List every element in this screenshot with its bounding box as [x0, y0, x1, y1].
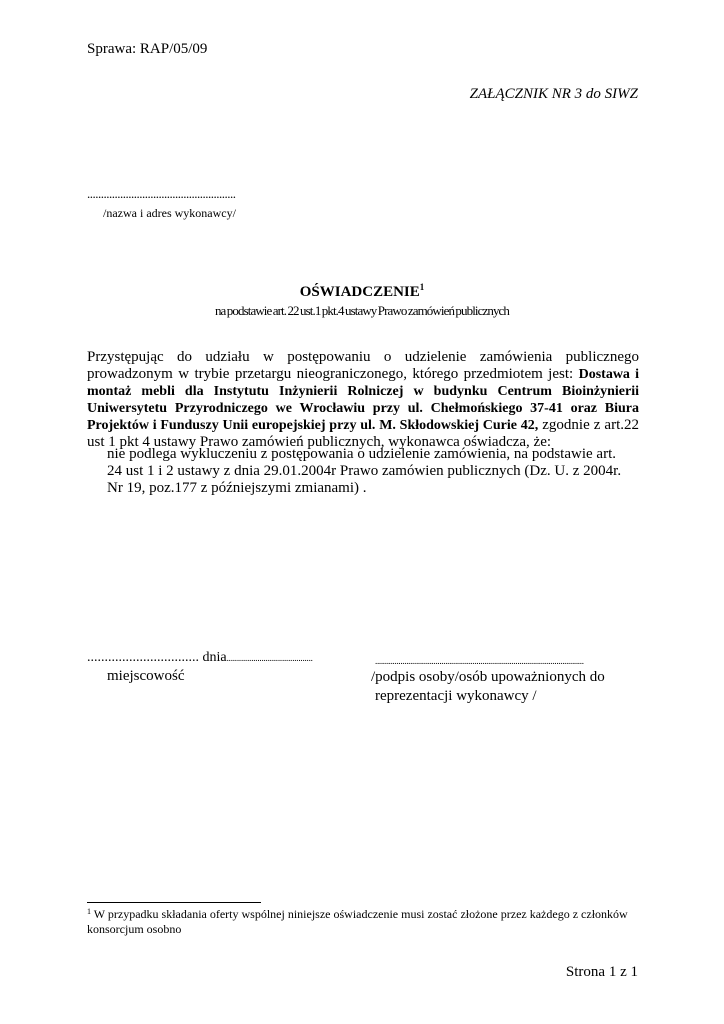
footnote-text: W przypadku składania oferty wspólnej niniejsze oświadczenie musi zostać złożone przez każdego z członków konsorcjum osobno	[87, 907, 628, 936]
title-text: OŚWIADCZENIE	[299, 284, 420, 300]
signature-label	[371, 668, 605, 706]
page-number: Strona 1 z 1	[565, 964, 638, 980]
body-intro: Przystępując do udziału w postępowaniu o udzielenie zamówienia publicznego prowadzonym w trybie przetargu nieograniczonego, którego przedmiotem jest:	[87, 349, 639, 382]
title-footnote-ref: 1	[419, 282, 425, 292]
date-word: dnia	[199, 650, 227, 665]
footnote	[87, 907, 639, 937]
signature-label-line2: reprezentacji wykonawcy /	[375, 688, 537, 704]
place-label: miejscowość	[107, 668, 185, 684]
place-dots: ................................	[87, 650, 199, 665]
signature-label-line1: /podpis osoby/osób upoważnionych do	[371, 669, 605, 685]
place-date-line	[87, 650, 313, 666]
footnote-divider	[87, 902, 261, 903]
footnote-marker: 1	[87, 907, 91, 916]
document-subtitle: na podstawie art. 22 ust.1 pkt.4 ustawy Prawo zamówień publicznych	[214, 303, 510, 318]
body-subject: Dostawa i montaż mebli dla Instytutu Inżynierii Rolniczej w budynku Centrum Bioinżynierii Uniwersytetu Przyrodniczego we Wrocławiu przy ul. Chełmońskiego 37-41 oraz Biura Projektów i Funduszy Unii europejskiej przy ul. M. Skłodowskiej Curie 42,	[87, 367, 639, 433]
case-reference: Sprawa: RAP/05/09	[87, 41, 208, 57]
contractor-dotted-line: ......................................................	[87, 186, 236, 201]
document-title	[0, 284, 724, 301]
signature-dotted-line: ...........................................................................................................	[375, 656, 584, 666]
attachment-label: ZAŁĄCZNIK NR 3 do SIWZ	[469, 86, 638, 102]
body-paragraph	[87, 349, 639, 451]
statement-paragraph: nie podlega wykluczeniu z postępowania o udzielenie zamówienia, na podstawie art. 24 ust 1 i 2 ustawy z dnia 29.01.2004r Prawo zamówien publicznych (Dz. U. z 2004r. Nr 19, poz.177 z późniejszymi zmianami) .	[107, 446, 622, 496]
contractor-label: /nazwa i adres wykonawcy/	[103, 206, 236, 220]
date-dots: ..........................................	[226, 653, 313, 663]
body-after-subject: zgodnie z art.22 ust 1 pkt 4 ustawy Prawo zamówień publicznych, wykonawca oświadcza, że:	[87, 417, 640, 450]
